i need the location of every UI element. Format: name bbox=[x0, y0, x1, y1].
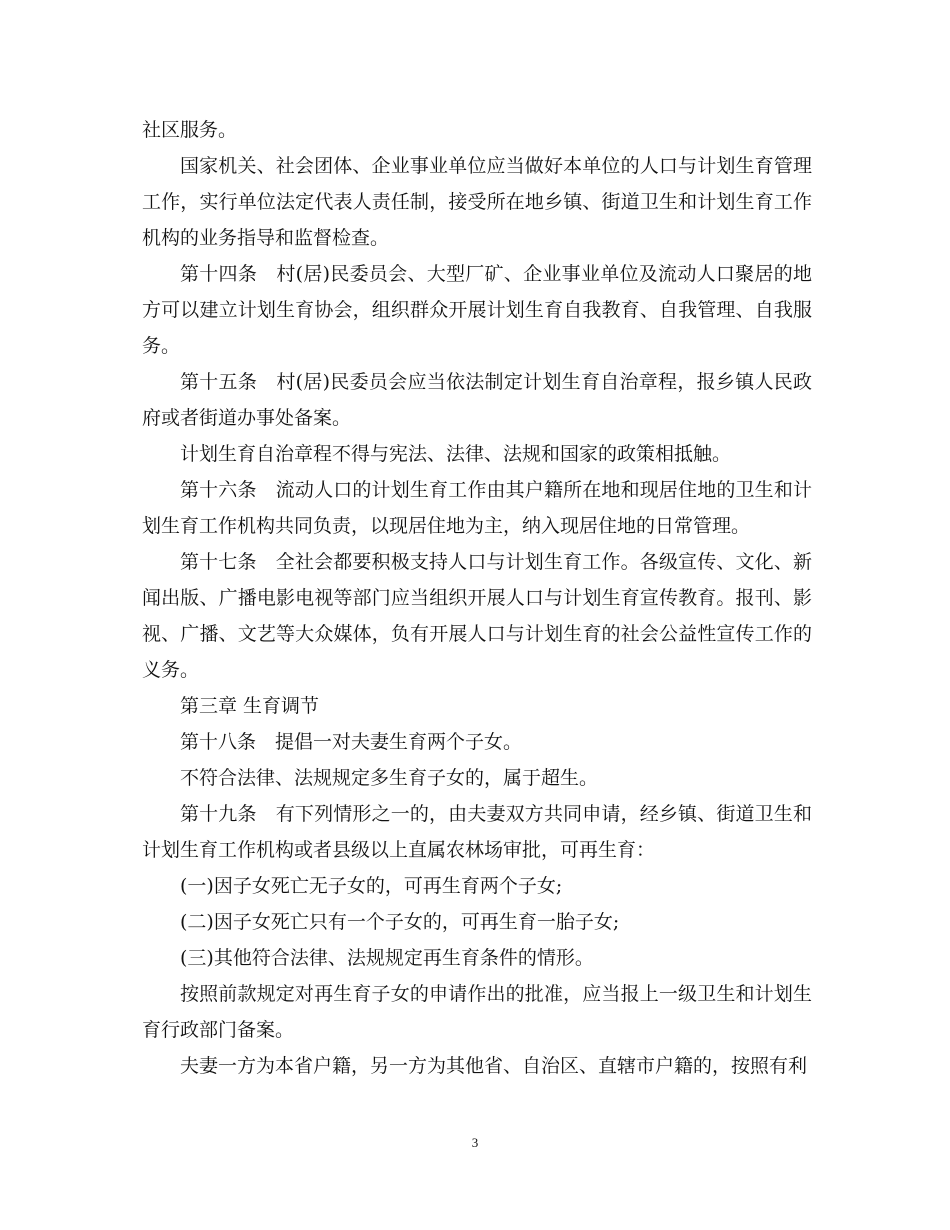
paragraph: 第十六条 流动人口的计划生育工作由其户籍所在地和现居住地的卫生和计划生育工作机构共同负责，以现居住地为主，纳入现居住地的日常管理。 bbox=[142, 479, 812, 537]
page-number: 3 bbox=[471, 1135, 479, 1150]
paragraph: (二)因子女死亡只有一个子女的，可再生育一胎子女; bbox=[180, 911, 620, 933]
paragraph: 不符合法律、法规规定多生育子女的，属于超生。 bbox=[180, 767, 599, 789]
paragraph: 第十八条 提倡一对夫妻生育两个子女。 bbox=[180, 731, 523, 753]
paragraph: 按照前款规定对再生育子女的申请作出的批准，应当报上一级卫生和计划生育行政部门备案。 bbox=[142, 983, 812, 1041]
paragraph: (一)因子女死亡无子女的，可再生育两个子女; bbox=[180, 875, 563, 897]
paragraph: 第三章 生育调节 bbox=[180, 695, 320, 717]
paragraph: 第十九条 有下列情形之一的，由夫妻双方共同申请，经乡镇、街道卫生和计划生育工作机构或者县级以上直属农林场审批，可再生育： bbox=[142, 803, 812, 861]
paragraph: 计划生育自治章程不得与宪法、法律、法规和国家的政策相抵触。 bbox=[180, 443, 732, 465]
paragraph: 第十四条 村(居)民委员会、大型厂矿、企业事业单位及流动人口聚居的地方可以建立计划生育协会，组织群众开展计划生育自我教育、自我管理、自我服务。 bbox=[142, 263, 812, 357]
document-body bbox=[142, 112, 812, 1084]
paragraph: (三)其他符合法律、法规规定再生育条件的情形。 bbox=[180, 947, 594, 969]
paragraph: 社区服务。 bbox=[142, 119, 238, 141]
paragraph: 夫妻一方为本省户籍，另一方为其他省、自治区、直辖市户籍的，按照有利 bbox=[180, 1055, 808, 1077]
paragraph: 第十五条 村(居)民委员会应当依法制定计划生育自治章程，报乡镇人民政府或者街道办事处备案。 bbox=[142, 371, 812, 429]
paragraph: 第十七条 全社会都要积极支持人口与计划生育工作。各级宣传、文化、新闻出版、广播电影电视等部门应当组织开展人口与计划生育宣传教育。报刊、影视、广播、文艺等大众媒体，负有开展人口与计划生育的社会公益性宣传工作的义务。 bbox=[142, 551, 812, 681]
paragraph: 国家机关、社会团体、企业事业单位应当做好本单位的人口与计划生育管理工作，实行单位法定代表人责任制，接受所在地乡镇、街道卫生和计划生育工作机构的业务指导和监督检查。 bbox=[142, 155, 812, 249]
